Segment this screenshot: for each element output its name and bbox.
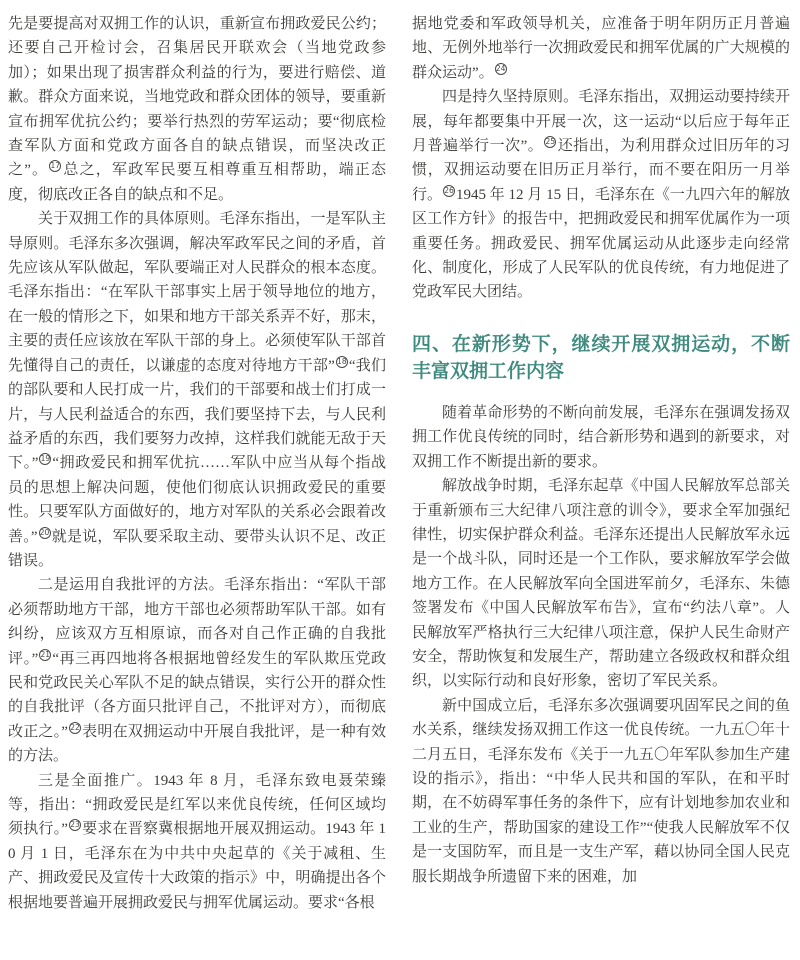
left-column xyxy=(8,12,386,960)
footnote-marker: 18 xyxy=(337,356,347,366)
footnote-marker: 21 xyxy=(40,649,51,659)
paragraph: 解放战争时期，毛泽东起草《中国人民解放军总部关于重新颁布三大纪律八项注意的训令》，要求全军加强纪律性，切实保护群众利益。毛泽东还提出人民解放军永远是一个战斗队，同时还是一个工作队，要求解放军学会做地方工作。在人民解放军向全国进军前夕，毛泽东、朱德签署发布《中国人民解放军布告》，宣布“约法八章”。人民解放军严格执行三大纪律八项注意，保护人民生命财产安全，帮助恢复和发展生产，帮助建立各级政权和群众组织，以实际行动和良好形象，密切了军民关系。 xyxy=(412,478,790,690)
footnote-marker: 20 xyxy=(39,527,50,537)
paragraph: 随着革命形势的不断向前发展，毛泽东在强调发扬双拥工作优良传统的同时，结合新形势和遇到的新要求，对双拥工作不断提出新的要求。 xyxy=(412,404,790,470)
footnote-marker: 22 xyxy=(70,722,80,732)
footnote-marker: 26 xyxy=(444,185,454,195)
paragraph: 二是运用自我批评的方法。毛泽东指出：“军队干部必须帮助地方干部，地方干部也必须帮助军队干部。如有纠纷，应该双方互相原谅，而各对自己作正确的自我批评。” $^{21}$ “再三再四地将各根据地曾经发生的军队欺压党政民和党政民关心军队不足的缺点错误，实行公开的群众性的自我批评（各方面只批评自己，不批评对方），而彻底改正之。” $^{22}$ 表明在双拥运动中开展自我批评，是一种有效的方法。 xyxy=(8,577,386,765)
paragraph: 三是全面推广。1943 年 8 月，毛泽东致电聂荣臻等，指出：“拥政爱民是红军以来优良传统，任何区域均须执行。” $^{23}$ 要求在晋察冀根据地开展双拥运动。1943 年 10 月 1 日，毛泽东在为中共中央起草的《关于减租、生产、拥政爱民及宣传十大政策的指示》中，明确提出各个根据地要普遍开展拥政爱民与拥军优属运动。要求“各根 xyxy=(8,772,386,911)
footnote-marker: 25 xyxy=(545,137,556,147)
footnote-marker: 24 xyxy=(495,63,506,73)
paragraph: 据地党委和军政领导机关，应准备于明年阴历正月普遍地、无例外地举行一次拥政爱民和拥军优属的广大规模的群众运动”。 $^{24}$ xyxy=(412,16,790,81)
right-column xyxy=(412,12,790,960)
footnote-marker: 17 xyxy=(50,161,60,171)
paragraph: 新中国成立后，毛泽东多次强调要巩固军民之间的鱼水关系，继续发扬双拥工作这一优良传统。一九五〇年十二月五日，毛泽东发布《关于一九五〇年军队参加生产建设的指示》，指出：“中华人民共和国的军队，在和平时期，在不妨碍军事任务的条件下，应有计划地参加农业和工业的生产，帮助国家的建设工作”“使我人民解放军不仅是一支国防军，而且是一支生产军，藉以协同全国人民克服长期战争所遗留下来的困难，加 xyxy=(412,697,790,885)
footnote-marker: 23 xyxy=(70,820,80,830)
paragraph: 四是持久坚持原则。毛泽东指出，双拥运动要持续开展，每年都要集中开展一次，这一运动“以后应于每年正月普遍举行一次”。 $^{25}$ 还指出，为利用群众过旧历年的习惯，双拥运动要在旧历正月举行，而不要在阳历一月举行。 $^{26}$ 1945 年 12 月 15 日，毛泽东在《一九四六年的解放区工作方针》的报告中，把拥政爱民和拥军优属作为一项重要任务。拥政爱民、拥军优属运动从此逐步走向经常化、制度化，形成了人民军队的优良传统，有力地促进了党政军民大团结。 xyxy=(412,89,790,301)
footnote-marker: 19 xyxy=(40,454,51,464)
paragraph: 关于双拥工作的具体原则。毛泽东指出，一是军队主导原则。毛泽东多次强调，解决军政军民之间的矛盾，首先应该从军队做起，军队要端正对人民群众的根本态度。毛泽东指出：“在军队干部事实上居于领导地位的地方，在一般的情形之下，如果和地方干部关系弄不好，那末，主要的责任应该放在军队干部的身上。必须使军队干部首先懂得自己的责任，以谦虚的态度对待地方干部” $^{18}$ “我们的部队要和人民打成一片，我们的干部要和战士们打成一片，与人民利益适合的东西，我们要坚持下去，与人民利益矛盾的东西，我们要努力改掉，这样我们就能无敌于天下。” $^{19}$ “拥政爱民和拥军优抗……军队中应当从每个指战员的思想上解决问题，使他们彻底认识拥政爱民的重要性。只要军队方面做好的，地方对军队的关系必会跟着改善。” $^{20}$ 就是说，军队要采取主动、要带头认识不足、改正错误。 xyxy=(8,211,386,569)
paragraph: 先是要提高对双拥工作的认识，重新宣布拥政爱民公约；还要自己开检讨会，召集居民开联欢会（当地党政参加）；如果出现了损害群众利益的行为，要进行赔偿、道歉。群众方面来说，当地党政和群众团体的领导，要重新宣布拥军优抗公约；要举行热烈的劳军运动；要“彻底检查军队方面和党政方面各自的缺点错误，而坚决改正之”。 $^{17}$ 总之，军政军民要互相尊重互相帮助，端正态度，彻底改正各自的缺点和不足。 xyxy=(8,16,386,203)
section-heading: 四、在新形势下，继续开展双拥运动，不断丰富双拥工作内容 xyxy=(412,333,790,382)
